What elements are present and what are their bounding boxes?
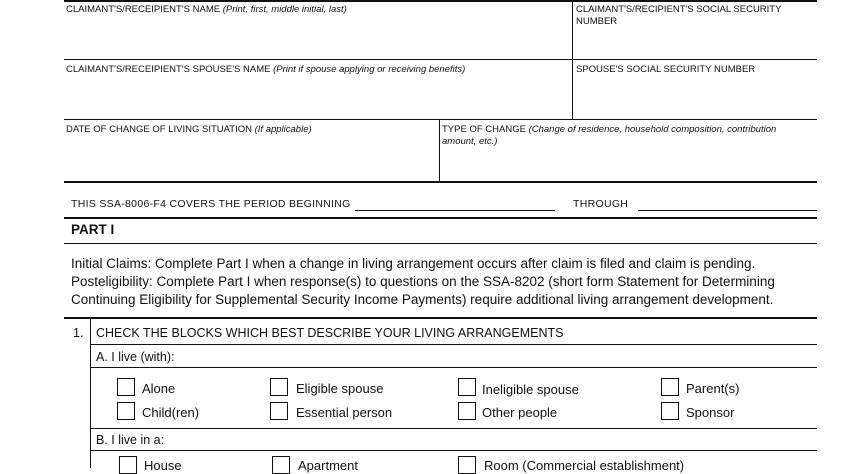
question1-left-rule [90,318,91,468]
sponsor-checkbox[interactable] [661,402,679,420]
sponsor-label: Sponsor [686,405,735,420]
house-label: House [144,458,182,473]
question1-title: CHECK THE BLOCKS WHICH BEST DESCRIBE YOUR LIVING ARRANGEMENTS [96,326,564,340]
eligible-spouse-checkbox[interactable] [270,378,288,396]
ineligible-spouse-checkbox[interactable] [458,378,476,396]
question1-title-rule [90,344,817,345]
part1-instruction-2: Posteligibility: Complete Part I when response(s) to questions on the SSA-8202 (short form Statement for Determining [71,274,775,289]
date-of-change-label [66,124,312,135]
type-of-change-hint-line1: (Change of residence, household composition, contribution [528,124,777,135]
parents-checkbox[interactable] [661,378,679,396]
type-of-change-hint-line2-text: amount, etc.) [442,136,498,147]
spouse-ssn-label: SPOUSE'S SOCIAL SECURITY NUMBER [576,64,756,75]
claimant-ssn-field[interactable] [573,2,817,59]
date-row-divider [64,181,817,183]
part1-instruction-1: Initial Claims: Complete Part I when a change in living arrangement occurs after claim is filed and claim is pending. [71,256,756,271]
claimant-ssn-label-line1: CLAIMANT'S/RECIPIENT'S SOCIAL SECURITY [576,4,782,15]
spouse-ssn-field[interactable] [573,60,817,119]
claimant-name-label-text: CLAIMANT'S/RECEIPIENT'S NAME [66,4,223,15]
section-b-top-rule [90,428,817,429]
date-of-change-hint: (If applicable) [254,124,312,135]
house-checkbox[interactable] [119,456,137,474]
section-a-label: A. I live (with): [96,350,175,364]
essential-person-label: Essential person [296,405,393,420]
parents-label: Parent(s) [686,381,740,396]
children-label: Child(ren) [142,405,200,420]
section-a-rule [90,367,817,368]
claimant-ssn-label-line2: NUMBER [576,16,618,27]
claimant-name-field[interactable] [64,2,572,59]
type-of-change-label [442,124,776,135]
type-of-change-label-text: TYPE OF CHANGE [442,124,529,135]
question1-number: 1. [73,326,84,340]
room-commercial-checkbox[interactable] [458,456,476,474]
period-bottom-rule [64,217,817,219]
section-b-label: B. I live in a: [96,433,165,447]
children-checkbox[interactable] [117,402,135,420]
other-people-checkbox[interactable] [458,402,476,420]
question1-top-rule [64,317,817,319]
part1-heading-rule [64,243,817,244]
part1-instruction-3: Continuing Eligibility for Supplemental Security Income Payments) require additional living arrangement development. [71,292,774,307]
claimant-name-hint: (Print, first, middle initial, last) [222,4,347,15]
ineligible-spouse-label: Ineligible spouse [482,382,579,397]
spouse-name-label [66,64,465,75]
spouse-name-hint: (Print if spouse applying or receiving benefits) [273,64,466,75]
part1-heading: PART I [71,222,115,237]
spouse-name-label-text: CLAIMANT'S/RECEIPIENT'S SPOUSE'S NAME [66,64,274,75]
spouse-name-field[interactable] [64,60,572,119]
other-people-label: Other people [482,405,558,420]
period-begin-input[interactable] [355,210,555,211]
claimant-name-label [66,4,347,15]
period-covers-label: THIS SSA-8006-F4 COVERS THE PERIOD BEGINNING [71,198,351,210]
date-of-change-label-text: DATE OF CHANGE OF LIVING SITUATION [66,124,255,135]
apartment-label: Apartment [298,458,358,473]
type-of-change-field[interactable] [440,120,817,181]
apartment-checkbox[interactable] [272,456,290,474]
period-through-label: THROUGH [573,198,629,210]
period-through-input[interactable] [638,210,817,211]
alone-label: Alone [142,381,176,396]
type-of-change-hint-line2 [442,136,497,147]
eligible-spouse-label: Eligible spouse [296,381,384,396]
section-b-rule [90,450,817,451]
alone-checkbox[interactable] [117,378,135,396]
essential-person-checkbox[interactable] [270,402,288,420]
room-commercial-label: Room (Commercial establishment) [484,458,685,473]
date-of-change-field[interactable] [64,120,439,181]
